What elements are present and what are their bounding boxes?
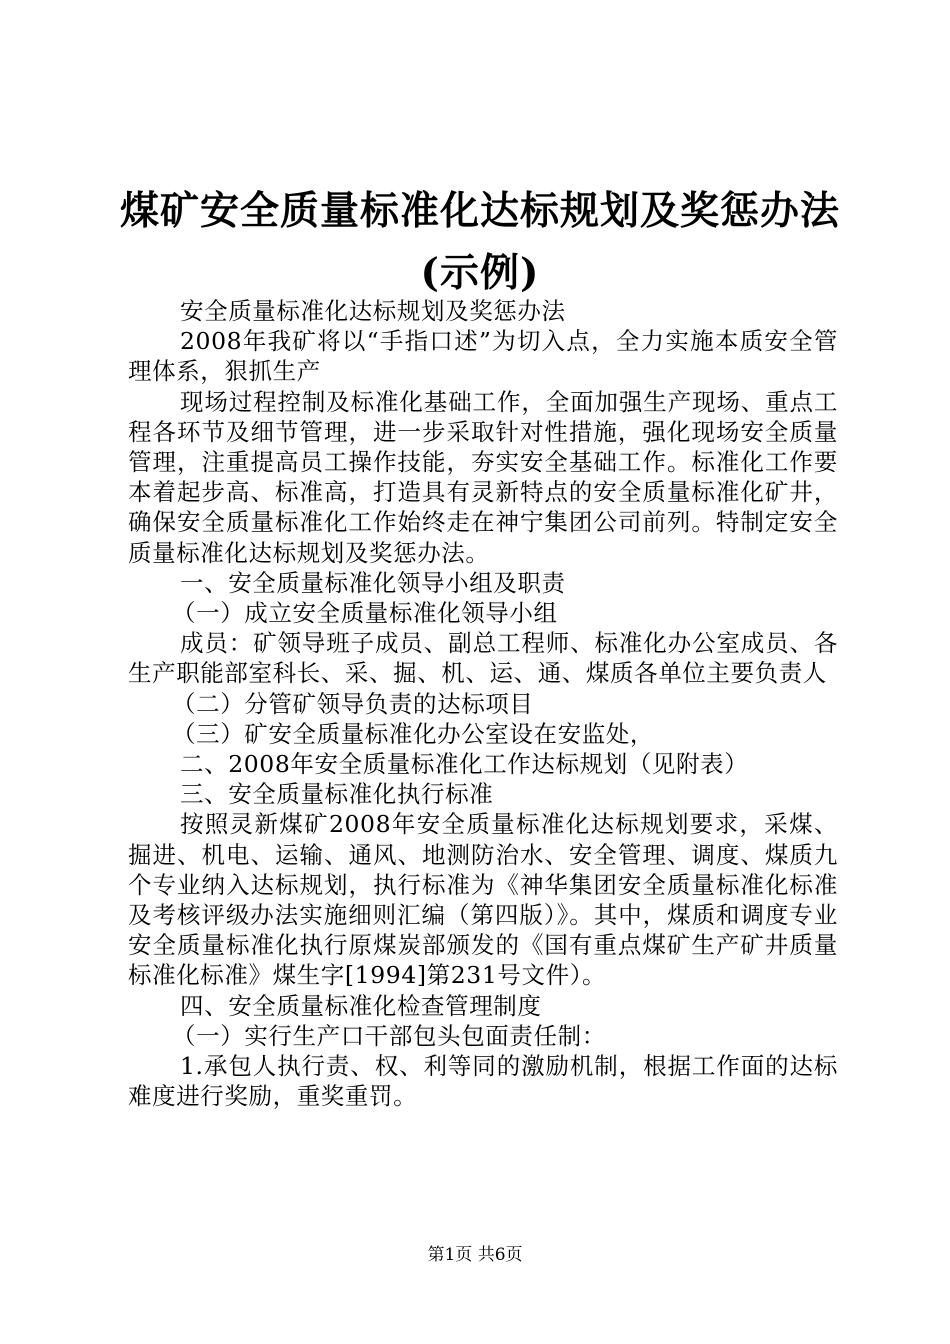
- subsection-heading-1-2: （二）分管矿领导负责的达标项目: [172, 689, 534, 718]
- document-body: [128, 296, 838, 1111]
- subsection-heading-4-1: （一）实行生产口干部包头包面责任制：: [172, 1021, 606, 1050]
- paragraph-standards: 按照灵新煤矿2008年安全质量标准化达标规划要求，采煤、掘进、机电、运输、通风、地测防治水、安全管理、调度、煤质九个专业纳入达标规划，执行标准为《神华集团安全质量标准化标准及考核评级办法实施细则汇编（第四版）》。其中，煤质和调度专业安全质量标准化执行原煤炭部颁发的《国有重点煤矿生产矿井质量标准化标准》煤生字[1994]第231号文件）。: [128, 810, 838, 990]
- subsection-heading-1-3: （三）矿安全质量标准化办公室设在安监处，: [172, 719, 654, 748]
- document-title: 煤矿安全质量标准化达标规划及奖惩办法(示例): [120, 188, 841, 296]
- list-item-1: 1.承包人执行责、权、利等同的激励机制，根据工作面的达标难度进行奖励，重奖重罚。: [128, 1052, 838, 1111]
- paragraph-intro-continued: 现场过程控制及标准化基础工作，全面加强生产现场、重点工程各环节及细节管理，进一步采取针对性措施，强化现场安全质量管理，注重提高员工操作技能，夯实安全基础工作。标准化工作要本着起步高、标准高，打造具有灵新特点的安全质量标准化矿井，确保安全质量标准化工作始终走在神宁集团公司前列。特制定安全质量标准化达标规划及奖惩办法。: [128, 387, 838, 567]
- paragraph-members: 成员：矿领导班子成员、副总工程师、标准化办公室成员、各生产职能部室科长、采、掘、机、运、通、煤质各单位主要负责人: [128, 629, 838, 688]
- section-heading-2: 二、2008年安全质量标准化工作达标规划（见附表）: [180, 750, 749, 779]
- section-heading-4: 四、安全质量标准化检查管理制度: [180, 991, 542, 1020]
- paragraph-intro: 2008年我矿将以“手指口述”为切入点，全力实施本质安全管理体系，狠抓生产: [128, 327, 838, 386]
- subsection-heading-1-1: （一）成立安全质量标准化领导小组: [172, 599, 558, 628]
- section-heading-3: 三、安全质量标准化执行标准: [180, 780, 494, 809]
- page-footer: 第1页 共6页: [427, 1245, 523, 1265]
- paragraph-subtitle: 安全质量标准化达标规划及奖惩办法: [180, 297, 566, 325]
- section-heading-1: 一、安全质量标准化领导小组及职责: [180, 568, 566, 597]
